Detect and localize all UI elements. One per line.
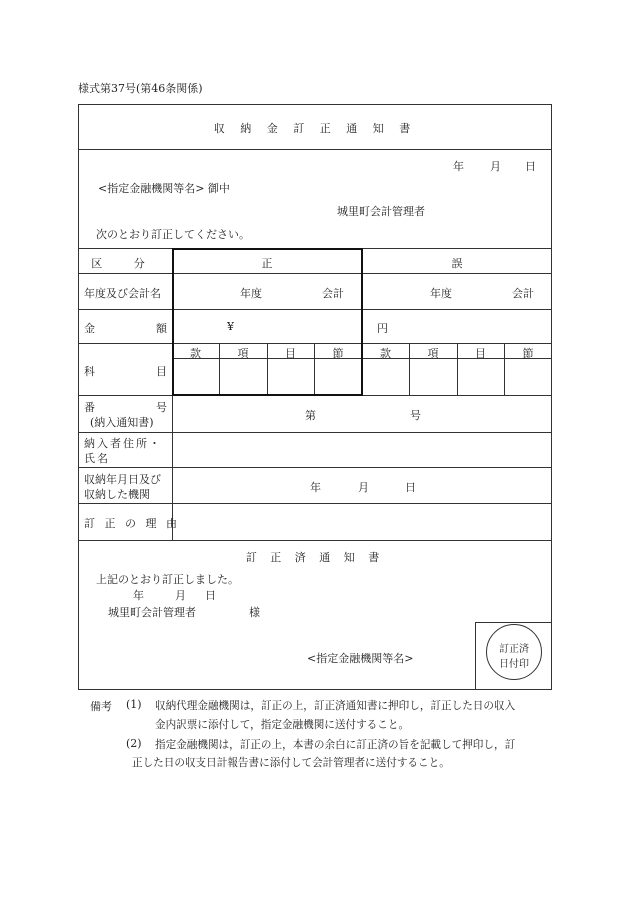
form-title: 収 納 金 訂 正 通 知 書 xyxy=(213,122,417,135)
wrong-account: 会計 xyxy=(512,287,534,300)
divider xyxy=(78,540,552,541)
completion-day: 日 xyxy=(205,589,216,602)
payer-label-2: 氏名 xyxy=(84,452,110,465)
addressee: <指定金融機関等名> 御中 xyxy=(98,182,230,195)
receipt-day: 日 xyxy=(405,481,416,494)
receipt-label: 収納年月日及び xyxy=(84,473,161,486)
number-label-first: 番 xyxy=(84,401,95,414)
correct-account: 会計 xyxy=(322,287,344,300)
receipt-year: 年 xyxy=(310,481,321,494)
item-col-kan: 款 xyxy=(190,347,201,360)
item-col-kan-wrong: 款 xyxy=(380,347,391,360)
sender: 城里町会計管理者 xyxy=(337,205,425,218)
completion-text: 上記のとおり訂正しました。 xyxy=(96,573,239,586)
completion-month: 月 xyxy=(175,589,186,602)
fiscal-label: 年度及び会計名 xyxy=(84,287,161,300)
wrong-header: 誤 xyxy=(451,257,463,270)
notes-heading: 備考 xyxy=(90,700,112,713)
correct-fiscal-year: 年度 xyxy=(240,287,262,300)
reason-label: 訂 正 の 理 由 xyxy=(84,517,180,530)
item-col-moku-wrong: 目 xyxy=(475,347,486,360)
completion-institution: <指定金融機関等名> xyxy=(307,652,414,665)
item-col-setsu-wrong: 節 xyxy=(522,347,534,360)
date-day: 日 xyxy=(525,160,536,173)
yen-unit: 円 xyxy=(377,322,388,335)
completion-year: 年 xyxy=(133,589,144,602)
category-label: 区 分 xyxy=(91,257,159,270)
amount-label-first: 金 xyxy=(84,322,95,335)
form-number: 様式第37号(第46条関係) xyxy=(78,82,203,95)
amount-label-last: 額 xyxy=(156,322,167,335)
number-sublabel: (納入通知書) xyxy=(90,416,154,429)
note2-line1: 指定金融機関は，訂正の上，本書の余白に訂正済の旨を記載して押印し，訂 xyxy=(155,739,516,751)
item-col-setsu: 節 xyxy=(332,347,344,360)
divider xyxy=(78,432,552,433)
divider xyxy=(78,467,552,468)
date-month: 月 xyxy=(490,160,501,173)
note1-number: (1) xyxy=(126,698,142,711)
note1-line2: 金内訳票に添付して，指定金融機関に送付すること。 xyxy=(155,719,410,731)
item-col-moku: 目 xyxy=(285,347,296,360)
divider xyxy=(475,622,476,690)
completion-honorific: 様 xyxy=(249,606,260,619)
note2-number: (2) xyxy=(126,737,142,750)
yen-sign: ¥ xyxy=(227,320,234,333)
correct-header: 正 xyxy=(261,257,273,270)
note1-line1: 収納代理金融機関は，訂正の上，訂正済通知書に押印し，訂正した日の収入 xyxy=(155,700,516,712)
item-label-first: 科 xyxy=(84,365,95,378)
stamp-text-2: 日付印 xyxy=(499,659,529,670)
number-go: 号 xyxy=(410,409,421,422)
divider xyxy=(78,503,552,504)
receipt-month: 月 xyxy=(358,481,369,494)
completion-manager: 城里町会計管理者 xyxy=(108,606,196,619)
item-label-last: 目 xyxy=(156,365,167,378)
payer-label: 納入者住所・ xyxy=(84,437,162,450)
request-text: 次のとおり訂正してください。 xyxy=(96,228,250,241)
divider xyxy=(78,149,552,150)
note2-line2: 正した日の収支日計報告書に添付して会計管理者に送付すること。 xyxy=(132,757,450,769)
item-col-kou-wrong: 項 xyxy=(427,347,439,360)
completion-title: 訂 正 済 通 知 書 xyxy=(245,551,385,564)
wrong-fiscal-year: 年度 xyxy=(430,287,452,300)
date-year: 年 xyxy=(453,160,464,173)
number-label-last: 号 xyxy=(156,401,167,414)
divider xyxy=(475,622,552,623)
stamp-text-1: 訂正済 xyxy=(499,644,529,655)
item-col-kou: 項 xyxy=(237,347,249,360)
number-dai: 第 xyxy=(305,409,316,422)
receipt-label-2: 収納した機関 xyxy=(84,488,150,501)
